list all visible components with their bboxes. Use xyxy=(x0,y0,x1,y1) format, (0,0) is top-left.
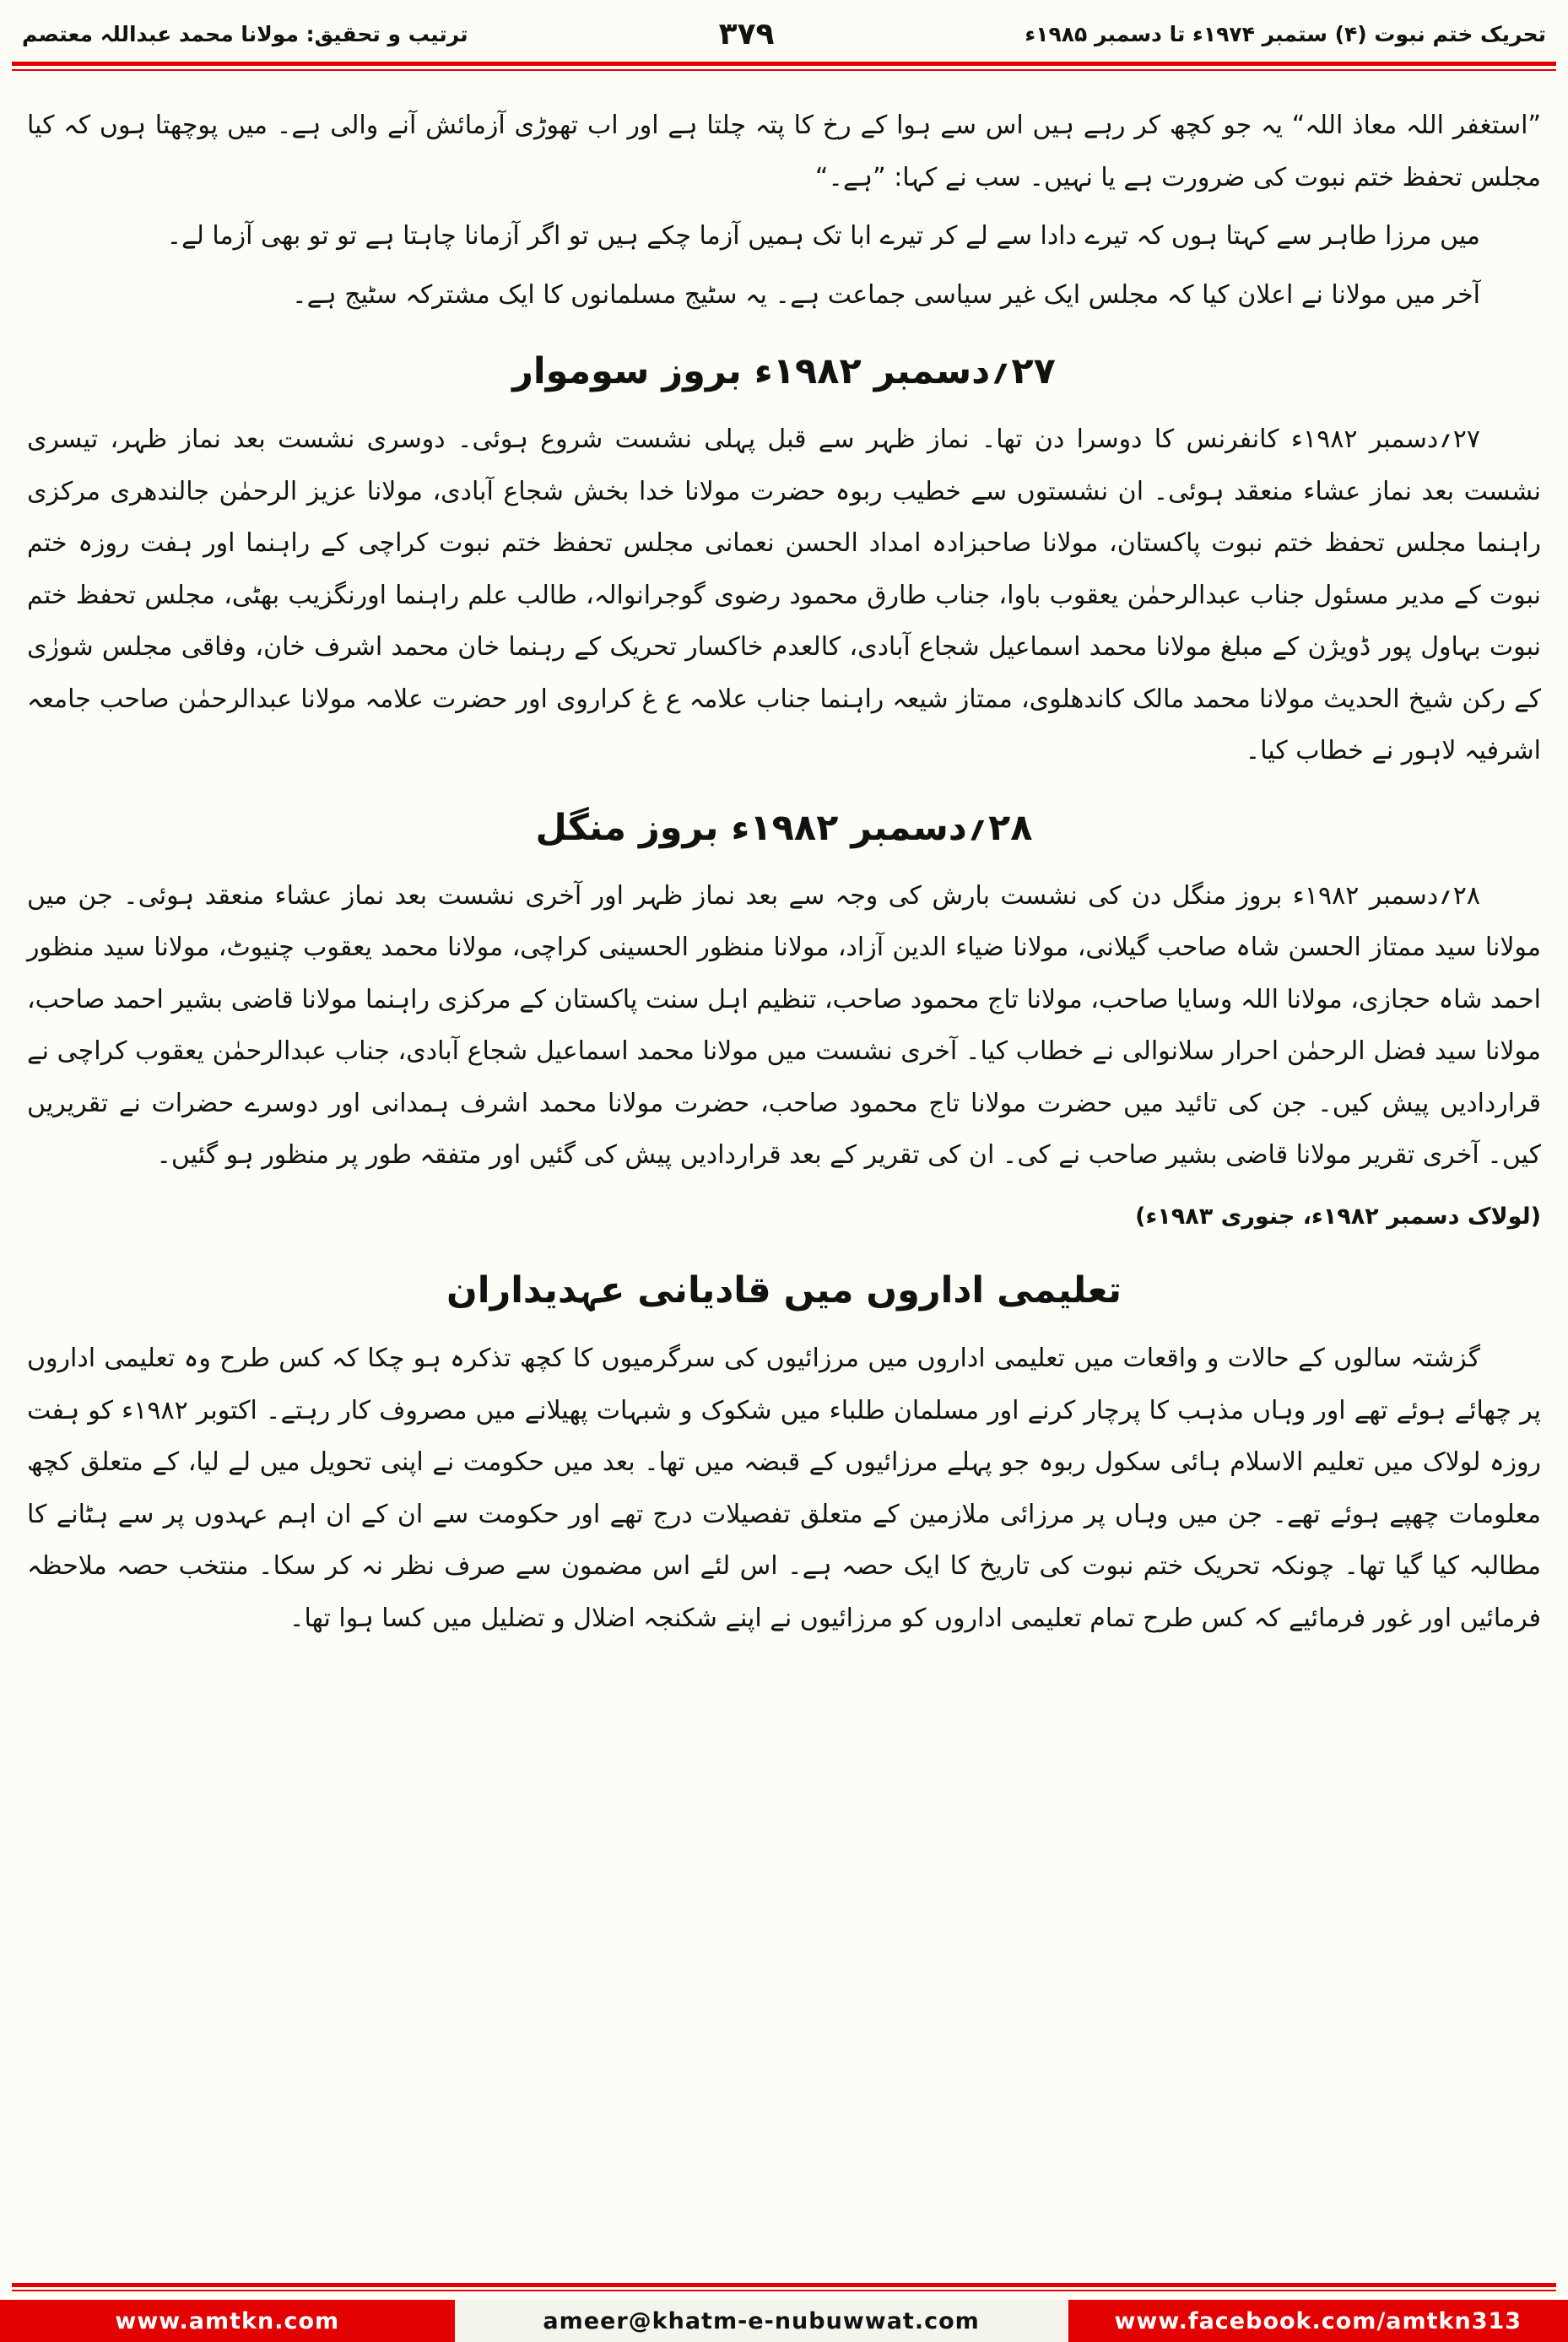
section-heading-27-dec-1982: ۲۷؍دسمبر ۱۹۸۲ء بروز سوموار xyxy=(512,350,1056,392)
body-paragraph-announcement: آخر میں مولانا نے اعلان کیا کہ مجلس ایک غیر سیاسی جماعت ہے۔ یہ سٹیج مسلمانوں کا ایک مشترکہ سٹیج ہے۔ xyxy=(291,279,1480,310)
header-divider-rule xyxy=(12,62,1556,71)
body-paragraph-mirza-tahir: میں مرزا طاہر سے کہتا ہوں کہ تیرے دادا سے لے کر تیرے ابا تک ہمیں آزما چکے ہیں تو اگر آزمانا چاہتا ہے تو تو بھی آزما لے۔ xyxy=(166,221,1480,251)
footer-email-address: ameer@khatm-e-nubuwwat.com xyxy=(455,2300,1068,2342)
body-paragraph-educational-institutions: گزشتہ سالوں کے حالات و واقعات میں تعلیمی اداروں میں مرزائیوں کی سرگرمیوں کا کچھ تذکرہ ہو چکا کہ کس طرح وہ تعلیمی اداروں پر چھائے ہوئے تھے اور وہاں مذہب کا پرچار کرنے اور مسلمان طلباء میں شکوک و شبہات پھیلانے میں مصروف کار رہتے۔ اکتوبر ۱۹۸۲ء کو ہفت روزہ لولاک میں تعلیم الاسلام ہائی سکول ربوہ جو پہلے مرزائیوں کے قبضہ میں تھا۔ بعد میں حکومت نے اپنی تحویل میں لے لیا، کے متعلق کچھ معلومات چھپے ہوئے تھے۔ جن میں وہاں پر مرزائی ملازمین کے متعلق تفصیلات درج تھے اور حکومت سے ان کے ان اہم عہدوں پر سے ہٹانے کا مطالبہ کیا گیا تھا۔ چونکہ تحریک ختم نبوت کی تاریخ کا ایک حصہ ہے۔ اس لئے اس مضمون سے صرف نظر نہ کر سکا۔ منتخب حصہ ملاحظہ فرمائیں اور غور فرمائیے کہ کس طرح تمام تعلیمی اداروں کو مرزائیوں نے اپنے شکنجہ اضلال و تضلیل میں کسا ہوا تھا۔ xyxy=(27,1344,1542,1633)
body-paragraph-quote: ”استغفر اللہ معاذ اللہ“ یہ جو کچھ کر رہے ہیں اس سے ہوا کے رخ کا پتہ چلتا ہے اور اب تھوڑی آزمائش آنے والی ہے۔ میں پوچھتا ہوں کہ کیا مجلس تحفظ ختم نبوت کی ضرورت ہے یا نہیں۔ سب نے کہا: ”ہے۔“ xyxy=(27,111,1541,192)
section-heading-educational-institutions: تعلیمی اداروں میں قادیانی عہدیداران xyxy=(446,1269,1122,1312)
body-paragraph-28-dec-sessions: ۲۸؍دسمبر ۱۹۸۲ء بروز منگل دن کی نشست بارش کی وجہ سے بعد نماز ظہر اور آخری نشست بعد نماز عشاء منعقد ہوئی۔ جن میں مولانا سید ممتاز الحسن شاہ صاحب گیلانی، مولانا ضیاء الدین آزاد، مولانا منظور الحسینی کراچی، مولانا محمد یعقوب چنیوٹ، مولانا سید منظور احمد شاہ حجازی، مولانا اللہ وسایا صاحب، مولانا تاج محمود صاحب، تنظیم اہل سنت پاکستان کے مرکزی راہنما مولانا قاضی بشیر احمد صاحب، مولانا سید فضل الرحمٰن احرار سلانوالی نے خطاب کیا۔ آخری نشست میں مولانا محمد اسماعیل شجاع آبادی، جناب عبدالرحمٰن یعقوب کراچی نے قراردادیں پیش کیں۔ جن کی تائید میں حضرت مولانا تاج محمود صاحب، حضرت مولانا محمد اشرف ہمدانی اور دوسرے حضرات نے تقریریں کیں۔ آخری تقریر مولانا قاضی بشیر صاحب نے کی۔ ان کی تقریر کے بعد قراردادیں پیش کی گئیں اور متفقہ طور پر منظور ہو گئیں۔ xyxy=(27,880,1541,1171)
footer-website-url: www.amtkn.com xyxy=(0,2300,455,2342)
header-book-title: تحریک ختم نبوت (۴) ستمبر ۱۹۷۴ء تا دسمبر ۱۹۸۵ء xyxy=(1025,22,1546,46)
page-number: ۳۷۹ xyxy=(718,17,775,51)
page-content xyxy=(0,71,1568,1644)
section-heading-28-dec-1982: ۲۸؍دسمبر ۱۹۸۲ء بروز منگل xyxy=(535,806,1033,849)
footer-bar xyxy=(0,2300,1568,2342)
page-header xyxy=(0,0,1568,58)
footer-divider-rule xyxy=(12,2283,1556,2291)
page-footer xyxy=(0,2283,1568,2342)
footer-facebook-url: www.facebook.com/amtkn313 xyxy=(1068,2300,1568,2342)
source-citation: (لولاک دسمبر ۱۹۸۲ء، جنوری ۱۹۸۳ء) xyxy=(1135,1203,1541,1230)
body-paragraph-27-dec-sessions: ۲۷؍دسمبر ۱۹۸۲ء کانفرنس کا دوسرا دن تھا۔ نماز ظہر سے قبل پہلی نشست شروع ہوئی۔ دوسری نشست بعد نماز ظہر، تیسری نشست بعد نماز عشاء منعقد ہوئی۔ ان نشستوں سے خطیب ربوہ حضرت مولانا خدا بخش شجاع آبادی، مولانا عزیز الرحمٰن جالندھری مرکزی راہنما مجلس تحفظ ختم نبوت پاکستان، مولانا صاحبزادہ امداد الحسن نعمانی مجلس تحفظ ختم نبوت کراچی کے راہنما اور ہفت روزہ ختم نبوت کے مدیر مسئول جناب عبدالرحمٰن یعقوب باوا، جناب طارق محمود رضوی گوجرانوالہ، طالب علم راہنما اورنگزیب بھٹی، مجلس تحفظ ختم نبوت بہاول پور ڈویژن کے مبلغ مولانا محمد اسماعیل شجاع آبادی، کالعدم خاکسار تحریک کے رہنما خان محمد اشرف خان، وفاقی مجلس شورٰی کے رکن شیخ الحدیث مولانا محمد مالک کاندھلوی، ممتاز شیعہ راہنما جناب علامہ ع غ کراروی اور حضرت علامہ مولانا عبدالرحمٰن صاحب جامعہ اشرفیہ لاہور نے خطاب کیا۔ xyxy=(27,425,1541,766)
header-editor-credit: ترتیب و تحقیق: مولانا محمد عبداللہ معتصم xyxy=(22,22,468,46)
